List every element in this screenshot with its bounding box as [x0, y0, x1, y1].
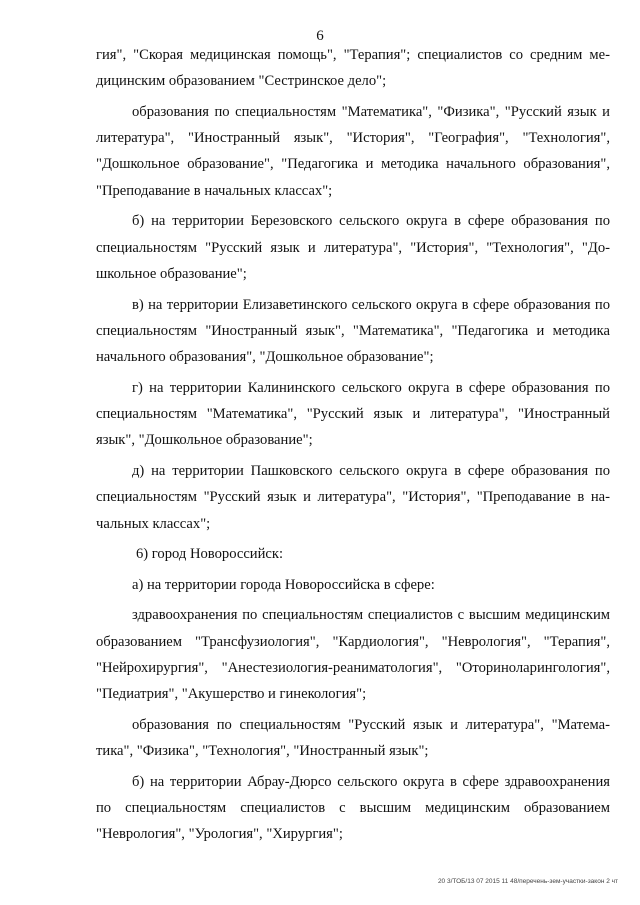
paragraph-continuation: гия", "Скорая медицинская помощь", "Терапия"; специалистов со средним медицинским образованием "Сестринское дело";	[96, 47, 610, 90]
paragraph-item-b-berezovsky: б) на территории Березовского сельского округа в сфере образования по специальностям "Русский язык и литература", "История", "Технология", "Дошкольное образование";	[96, 213, 610, 282]
paragraph-item-a-novorossiysk: а) на территории города Новороссийска в сфере:	[132, 576, 435, 593]
paragraph-item-v-elizavetinsky: в) на территории Елизаветинского сельского округа в сфере образования по специальностям "Иностранный язык", "Математика", "Педагогика и методика начального образования", "Дошкольное образование";	[96, 296, 610, 366]
paragraph-item-b-abrau-dyurso: б) на территории Абрау-Дюрсо сельского округа в сфере здравоохранения по специальностям специалистов с высшим медицинским образованием "Неврология", "Урология", "Хирургия";	[96, 773, 610, 843]
paragraph-item-g-kalininsky: г) на территории Калининского сельского округа в сфере образования по специальностям "Математика", "Русский язык и литература", "Иностранный язык", "Дошкольное образование";	[96, 379, 610, 449]
footer-file-reference: 20 3/ТОБ/13 07 2015 11 48/перечень-зем-участки-закон 2 чт	[437, 878, 618, 885]
page-number: 6	[316, 28, 324, 44]
paragraph-city-novorossiysk: 6) город Новороссийск:	[136, 546, 284, 563]
document-body	[96, 42, 610, 852]
paragraph-item-d-pashkovsky: д) на территории Пашковского сельского округа в сфере образования по специальностям "Русский язык и литература", "История", "Преподавание в начальных классах";	[96, 462, 610, 532]
paragraph-healthcare-specialties: здравоохранения по специальностям специалистов с высшим медицинским образованием "Трансфузиология", "Кардиология", "Неврология", "Терапия", "Нейрохирургия", "Анестезиология-реаниматология", "Оториноларингология", "Педиатрия", "Акушерство и гинекология";	[96, 607, 610, 703]
paragraph-education-specialties: образования по специальностям "Математика", "Физика", "Русский язык и литература", "Иностранный язык", "История", "География", "Технология", "Дошкольное образование", "Педагогика и методика начального образования", "Преподавание в начальных классах";	[96, 103, 610, 199]
paragraph-education-specialties-novorossiysk: образования по специальностям "Русский язык и литература", "Математика", "Физика", "Технология", "Иностранный язык";	[96, 716, 610, 760]
